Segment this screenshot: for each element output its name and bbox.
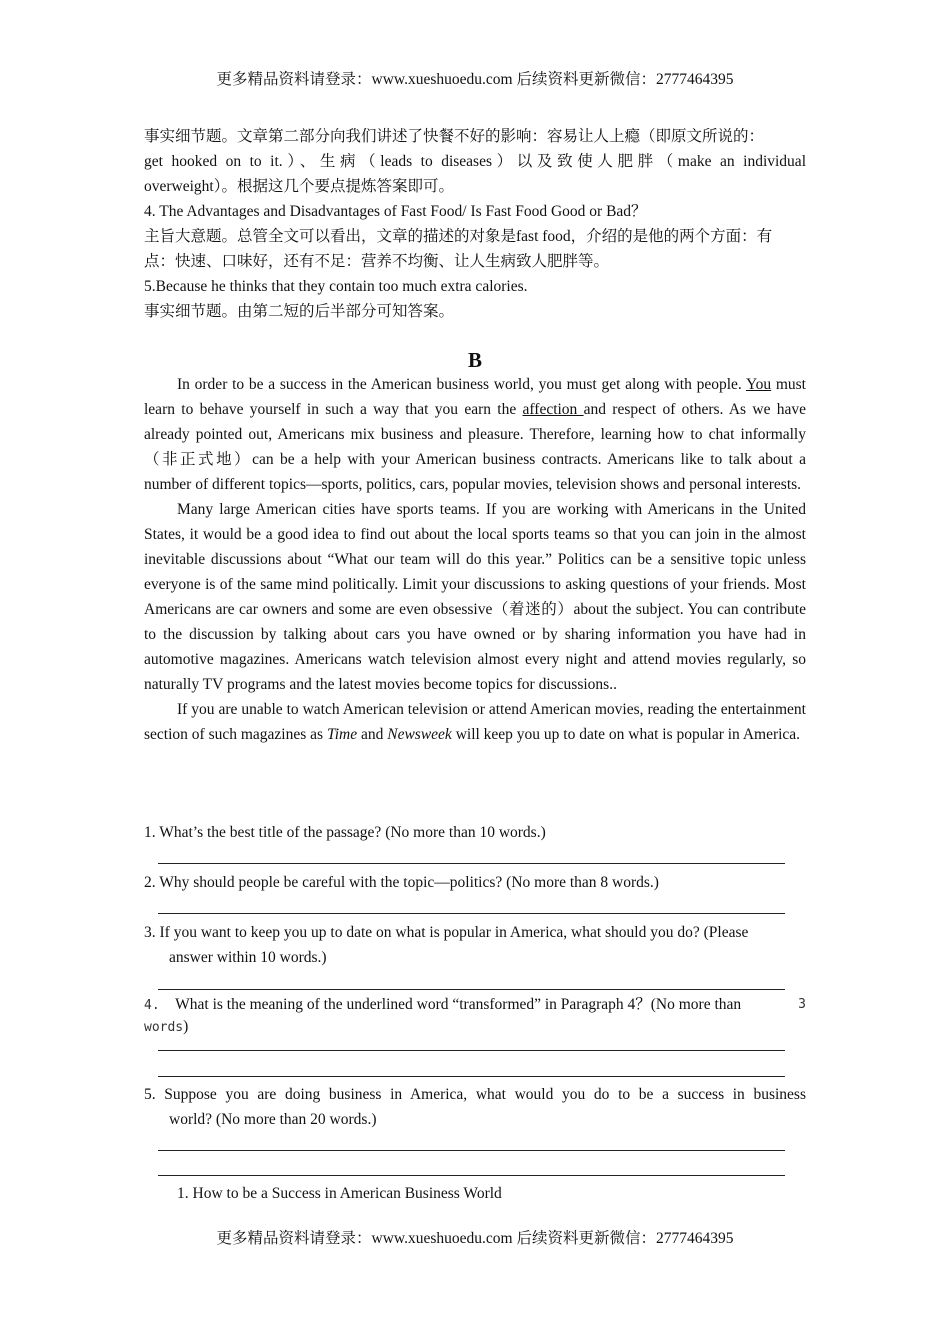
page-header: 更多精品资料请登录：www.xueshuoedu.com 后续资料更新微信：2777464395 [216,71,734,88]
explanation-line: overweight）。根据这几个要点提炼答案即可。 [144,178,454,195]
question-text: What is the meaning of the underlined word “transformed” in Paragraph 4？(No more than [175,996,742,1013]
answer-4: 4. The Advantages and Disadvantages of Fast Food/ Is Fast Food Good or Bad？ [144,203,647,220]
explanation-line: 事实细节题。由第二短的后半部分可知答案。 [144,303,455,320]
explanation-line: get hooked on to it.）、生病（leads to diseases）以及致使人肥胖（make an individual [144,153,806,170]
section-heading: B [467,348,482,372]
question-text: words [144,1020,184,1035]
answer-blank[interactable] [144,912,806,914]
passage-text: and [357,726,388,743]
passage-text: In order to be a success in the American business world, you must get along with people. [177,376,746,393]
passage-text: and respect of others. As we have already pointed out, Americans mix business and pleasure. Therefore, learning how to chat informally（非正式地）can be a help with your American business contracts. Americans like to talk about a number of different topics—sports, politics, cars, popular movies, television shows and personal interests. [144,401,807,493]
answer-explanations [144,124,806,324]
underlined-word: You [745,376,772,393]
question-text: 3. If you want to keep you up to date on what is popular in America, what should you do? (Please [144,924,749,941]
page-footer: 更多精品资料请登录：www.xueshuoedu.com 后续资料更新微信：2777464395 [216,1230,734,1247]
answer-5: 5.Because he thinks that they contain too much extra calories. [144,278,528,295]
question-1 [144,820,806,845]
explanation-line: 事实细节题。文章第二部分向我们讲述了快餐不好的影响：容易让人上瘾（即原文所说的： [144,128,765,145]
question-text: ) [183,1018,189,1035]
reading-passage [144,372,806,747]
underlined-word: affection [522,401,584,418]
passage-paragraph-1 [144,372,806,497]
answer-blank[interactable] [144,1049,806,1051]
question-text: answer within 10 words.) [169,949,327,966]
passage-text: must learn to behave yourself in such a way that you earn the [144,376,806,418]
answer-blank[interactable] [144,1149,806,1151]
question-number: 4. [144,998,160,1013]
question-4-line [144,992,806,1018]
answer-blank[interactable] [144,862,806,864]
question-2 [144,870,806,895]
explanation-line: 点：快速、口味好，还有不足：营养不均衡、让人生病致人肥胖等。 [144,253,610,270]
question-5 [144,1082,806,1132]
answer-blank[interactable] [144,1075,806,1077]
question-text: 3 [798,997,806,1012]
passage-text: will keep you up to date on what is popular in America. [451,726,801,743]
passage-paragraph-2: Many large American cities have sports teams. If you are working with Americans in the United States, it would be a good idea to find out about the local sports teams so that you can join in the almost inevitable discussions about “What our team will do this year.” Politics can be a sensitive topic unless everyone is of the same mind politically. Limit your discussions to asking questions of your friends. Most Americans are car owners and some are even obsessive（着迷的）about the subject. You can contribute to the discussion by talking about cars you have owned or by sharing information you have had in automotive magazines. Americans watch television almost every night and attend movies regularly, so naturally TV programs and the latest movies become topics for discussions.. [144,501,806,693]
answer-blank[interactable] [144,1174,806,1176]
answer-blank[interactable] [144,988,806,990]
question-text: 2. Why should people be careful with the topic—politics? (No more than 8 words.) [144,874,659,891]
question-text: 5. Suppose you are doing business in America, what would you do to be a success in business [144,1086,806,1103]
question-text: 1. What’s the best title of the passage? (No more than 10 words.) [144,824,546,841]
passage-text: If you are unable to watch American television or attend American movies, reading the entertainment section of such magazines as [144,701,806,743]
question-3 [144,920,806,970]
explanation-line: 主旨大意题。总管全文可以看出，文章的描述的对象是fast food，介绍的是他的两个方面：有 [144,228,773,245]
answer-1: 1. How to be a Success in American Business World [177,1185,502,1202]
question-4 [144,992,806,1037]
question-text: world? (No more than 20 words.) [169,1111,377,1128]
passage-paragraph-3 [144,697,806,747]
magazine-title: Time [326,726,358,743]
magazine-title: Newsweek [387,726,452,743]
